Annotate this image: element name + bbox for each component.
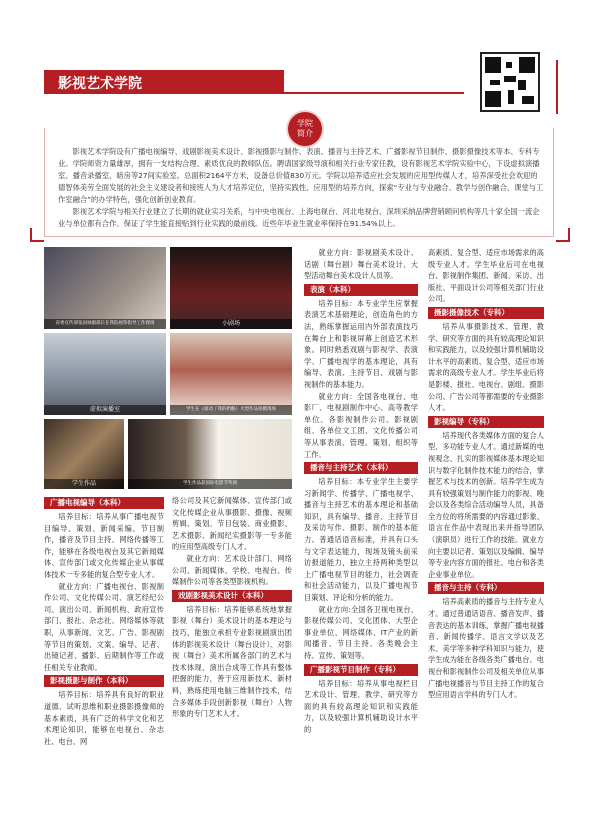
photo-award bbox=[128, 419, 292, 489]
intro-paragraph-1: 影视艺术学院设有广播电视编导、戏剧影视美术设计、影视摄影与制作、表演、播音与主持艺术、广播影视节目制作、摄影摄像技术等本、专科专业。学院师资力量雄厚，拥有一支结构合理、素质优良的教师队伍。聘请国家级导演和相关行业专家任教，设有影视艺术学院实验中心，下设虚拟演播室、播音录播室、暗房等27间实验室。总面积2164平方米，设备总价值830万元。学院以培养适应社会发展的应用型传媒人才，培养深受社会欢迎的德智体美劳全面发展的社会主义建设者和接班人为人才培养定位，坚持实践性、应用型的培养方向，探索“专业与专业融合、教学与创作融合、课堂与工作室融合”的办学特色，强化创新创业教育。 bbox=[58, 147, 544, 204]
column-4 bbox=[428, 247, 544, 701]
paragraph: 就业方向：广播电视台、影视制作公司、文化传媒公司、演艺经纪公司、演出公司、新闻机构、政府宣传部门、报社、杂志社、网络媒体等就职，从事新闻、文艺、广告、影视剧等节目的策划、文案、编导、记者、出镜记者、播影、后期制作等工作或任相关专业教师。 bbox=[44, 581, 164, 672]
column-3 bbox=[304, 247, 418, 736]
top-margin bbox=[0, 0, 600, 40]
intro-text bbox=[58, 146, 544, 230]
section-heading: 表演（本科） bbox=[304, 284, 418, 296]
badge-line2: 简介 bbox=[297, 129, 313, 138]
section-title bbox=[44, 70, 464, 94]
paragraph: 培养目标：培养具有良好的职业道德、试听思维和职业摄影摄像师的基本素质，具有广泛的科学文化和艺术理论知识，能够在电视台、杂志社、电台、网 bbox=[44, 690, 164, 746]
paragraph: 高素质、复合型、适应市场需求的高级专业人才。学生毕业后可在电视台、影视制作集团、新闻、采访、出版社、平面设计公司等相关部门行业公司。 bbox=[428, 248, 544, 304]
column-1 bbox=[44, 495, 164, 747]
intro-badge bbox=[288, 112, 322, 146]
section-heading: 摄影摄像技术（专科） bbox=[428, 307, 544, 319]
paragraph: 就业方向：全国各电视台、电影厂、电视剧制作中心、高等教学单位、各影视制作公司、影视剧组、各单位文工团、文化传播公司等从事表演、管理、策划、组织等工作。 bbox=[304, 391, 418, 459]
photo-shooting bbox=[170, 333, 292, 415]
paragraph: 培养目标：本专业学生主要学习新闻学、传播学、广播电视学、播音与主持艺术的基本理论和基础知识，具有编导、播音、主持节目及采访写作、摄影、制作的基本能力。普通话语音标准，并具有口头与文字表达能力，现场及镜头前采访报道能力，独立主持两种类型以上广播电视节目的能力，社会调查和社会活动能力，以及广播电视节目策划、评论和分析的能力。 bbox=[304, 477, 418, 603]
photo-works bbox=[44, 419, 124, 489]
badge-line1: 学院 bbox=[297, 119, 313, 128]
paragraph: 培养目标：培养从事电视栏目艺术设计、管理、教学、研究等方面的具有较高理论知识和实践能力，以及较强计算机辅助设计水平的 bbox=[304, 678, 418, 734]
column-2 bbox=[172, 495, 292, 720]
corner-mark bbox=[30, 228, 44, 242]
bottom-margin bbox=[0, 815, 600, 833]
paragraph: 就业方向：影视剧美术设计、话剧（舞台剧）舞台美术设计、大型活动舞台美术设计人员等。 bbox=[304, 248, 418, 281]
photo-theatre bbox=[170, 247, 292, 329]
qr-code[interactable] bbox=[480, 52, 540, 112]
section-heading: 戏剧影视美术设计（本科） bbox=[172, 590, 292, 602]
section-heading: 影视摄影与制作（本科） bbox=[44, 675, 164, 687]
paragraph: 培养高素质的播音与主持专业人才。通过普通话语音、播音发声、播音表达的基本训练，掌握广播电视播音、新闻传播学、语言文学以及艺术、美学等多种学科知识与能力，使学生成为能在各级各类广播电台、电视台和影视制作公司及相关单位从事广播电视播音与节目主持工作的复合型应用语言学科的专门人才。 bbox=[428, 597, 544, 700]
photo-caption: 省委宣传部张国禄副部长在我院视察指导工作现场 bbox=[44, 319, 166, 329]
intro-paragraph-2: 影视艺术学院与相关行业建立了长期的就业实习关系，与中央电视台、上海电视台、河北电视台、深圳采纳品牌营销顾问机构等几十家全国一流企业与单位都有合作。保证了学生能直接贴到行业实践的最前线。近些年毕业生就业率保持在91.54%以上。 bbox=[58, 207, 540, 228]
photo-studio bbox=[44, 333, 166, 415]
photo-caption: 学生作品 bbox=[44, 479, 124, 489]
page-title: 影视艺术学院 bbox=[58, 76, 142, 92]
section-heading: 播音与主持艺术（本科） bbox=[304, 462, 418, 474]
paragraph: 培养目标：本专业学生应掌握表演艺术基础理论，创造角色的方法，熟练掌握运用内外部表演技巧在舞台上和影视屏幕上创造艺术形象。同时熟悉戏剧与影视学、表演学、广播电视学的基本理论，具有编导、表演、主持节目、戏剧与影视制作的基本能力。 bbox=[304, 298, 418, 389]
paragraph: 培养目标：培养从事广播电视节目编导、策划、新闻采编、节目制作，播音及节目主持、网络传播等工作，能够在各级电视台及其它新闻媒体、宣传部门或文化传媒企业从事媒体技术一专多能的复合型专业人才。 bbox=[44, 512, 164, 579]
photo-lecture bbox=[44, 247, 166, 329]
paragraph: 培养目标：培养能够系统地掌握影视（舞台）美术设计的基本理论与技巧，能独立承担专业影视剧演出团体的影视美术设计（舞台设计）、对影视（舞台）美术所属各部门的艺术与技术体现、演出合成等工作具有整体把握的能力，善于应用新技术、新材料，熟练使用电脑三维制作技术，结合多媒体手段创新影视（舞台）人物形象的专门艺术人才。 bbox=[172, 604, 292, 719]
paragraph: 培养从事摄影技术、管理、教学、研究等方面的具有较高理论知识和实践能力，以及较强计算机辅助设计水平的高素质、复合型、适应市场需求的高级专业人才。学生毕业后将是影楼、报社、电视台、剧组、摄影公司、广告公司等都需要的专业摄影人才。 bbox=[428, 321, 544, 413]
section-heading: 播音与主持（专科） bbox=[428, 582, 544, 594]
paragraph: 络公司及其它新闻媒体、宣传部门或文化传媒企业从事摄影、摄像、视频剪辑、策划、节目包装、商业摄影、艺术摄影、新闻纪实摄影等一专多能的应用型高级专门人才。 bbox=[172, 496, 292, 552]
paragraph: 就业方向：艺术设计部门、网络公司、新闻媒体、学校、电视台、传媒制作公司等各类型影视机构。 bbox=[172, 553, 292, 587]
section-heading: 影视编导（专科） bbox=[428, 416, 544, 428]
photo-caption: 学生在《谁动了我的奶酪》大型作品拍摄现场 bbox=[170, 405, 292, 415]
corner-mark bbox=[544, 60, 558, 114]
paragraph: 培养现代各类媒体方面的复合人型、多功能专业人才。通过新媒的电视观念、扎实的影视媒体基本理论知识与数字化制作技术能力的结合，掌握艺术与技术的创新。培养学生成为具有较强策划与制作能力的影视、晚会以及各类综合活动编导人员，具备全方位的将所需要的内容通过影象、语言在作品中表现出来并指导团队（演职员）进行工作的技能。就业方向主要以记者、策划以及编辑、编导等专业内容方面的报社、电台和各类企业事业单位。 bbox=[428, 430, 544, 579]
paragraph: 就业方向:全国各卫视电视台、影视传媒公司、文化团体、大型企事业单位、网络媒体、IT产业的新闻播音、节目主持、各类晚会主持、宣传、策划等。 bbox=[304, 604, 418, 660]
section-heading: 广播影视节目制作（专科） bbox=[304, 664, 418, 676]
photo-caption: 学生作品获国际电影节奖项 bbox=[128, 479, 292, 489]
section-heading: 广播电视编导（本科） bbox=[44, 497, 164, 509]
photo-caption: 小剧场 bbox=[170, 319, 292, 329]
photo-caption: 虚拟演播室 bbox=[44, 405, 166, 415]
corner-mark bbox=[556, 228, 570, 242]
